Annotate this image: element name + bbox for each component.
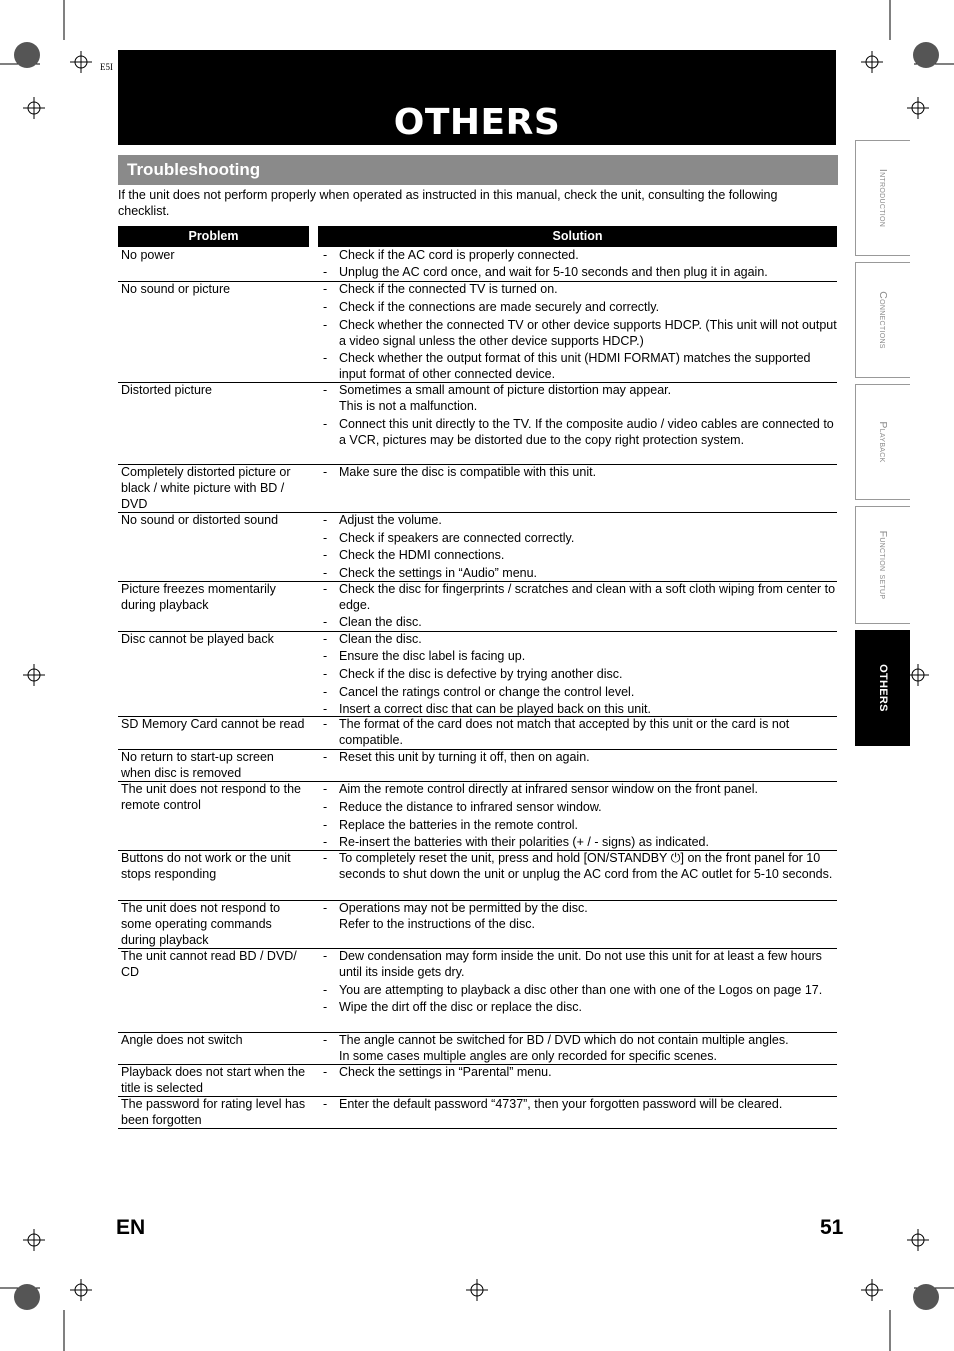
- problem-cell: Disc cannot be played back: [121, 632, 274, 646]
- problem-cell: No sound or picture: [121, 282, 231, 296]
- problem-cell: No return to start-up screen when disc is removed: [121, 750, 274, 780]
- solution-item: - Insert a correct disc that can be played back on this unit.: [323, 701, 837, 717]
- solution-item: - Dew condensation may form inside the unit. Do not use this unit for at least a few hours until its inside gets dry.: [323, 948, 837, 980]
- solution-item-continuation: Refer to the instructions of the disc.: [339, 917, 535, 931]
- tab-label: Playback: [877, 421, 889, 463]
- problem-cell: The unit does not respond to some operating commands during playback: [121, 901, 281, 947]
- tab-label: Connections: [877, 291, 889, 349]
- solution-item: - The angle cannot be switched for BD / DVD which do not contain multiple angles.: [323, 1032, 837, 1048]
- solution-item: - Check if the disc is defective by trying another disc.: [323, 666, 837, 682]
- solution-item: - Check if speakers are connected correctly.: [323, 530, 837, 546]
- tab-label: Introduction: [877, 168, 889, 228]
- problem-cell: Distorted picture: [121, 383, 213, 397]
- solution-item: - Clean the disc.: [323, 614, 837, 630]
- solution-item: - Check the disc for fingerprints / scratches and clean with a soft cloth wiping from center to edge.: [323, 581, 837, 613]
- problem-cell: Picture freezes momentarily during playback: [121, 582, 276, 612]
- solution-item-continuation: In some cases multiple angles are only recorded for specific scenes.: [339, 1049, 717, 1063]
- solution-item: - Re-insert the batteries with their polarities (+ / - signs) as indicated.: [323, 834, 837, 850]
- problem-cell: Angle does not switch: [121, 1033, 243, 1047]
- solution-item: - To completely reset the unit, press and hold [ON/STANDBY ⏻] on the front panel for 10 seconds to shut down the unit or unplug the AC cord from the AC outlet for 5-10 seconds.: [323, 850, 837, 882]
- language-label: EN: [116, 1216, 146, 1239]
- page-number: 51: [820, 1216, 844, 1239]
- solution-item: - Sometimes a small amount of picture distortion may appear.: [323, 382, 837, 398]
- problem-cell: Completely distorted picture or black / white picture with BD / DVD: [121, 465, 291, 511]
- solution-item: - Check the settings in “Parental” menu.: [323, 1064, 837, 1080]
- section-title: Troubleshooting: [127, 160, 261, 179]
- solution-item: - Check if the connections are made securely and correctly.: [323, 299, 837, 315]
- solution-item: - Enter the default password “4737”, then your forgotten password will be cleared.: [323, 1096, 837, 1112]
- solution-item: - Check whether the output format of this unit (HDMI FORMAT) matches the supported input format of other connected device.: [323, 350, 837, 382]
- solution-item: - You are attempting to playback a disc other than one with one of the Logos on page 17.: [323, 982, 837, 998]
- solution-item: - Ensure the disc label is facing up.: [323, 648, 837, 664]
- column-header-solution: Solution: [318, 226, 837, 247]
- solution-item-continuation: This is not a malfunction.: [339, 399, 478, 413]
- solution-item: - Check if the AC cord is properly connected.: [323, 247, 837, 263]
- solution-item: - Reduce the distance to infrared sensor window.: [323, 799, 837, 815]
- problem-cell: Buttons do not work or the unit stops responding: [121, 851, 291, 881]
- solution-item: - Check whether the connected TV or other device supports HDCP. (This unit will not output a video signal unless the other device supports HDCP.): [323, 317, 837, 349]
- solution-item: - Unplug the AC cord once, and wait for 5-10 seconds and then plug it in again.: [323, 264, 837, 280]
- print-code: E5I: [100, 62, 113, 72]
- solution-item: - Cancel the ratings control or change the control level.: [323, 684, 837, 700]
- solution-item: - Operations may not be permitted by the disc.: [323, 900, 837, 916]
- solution-item: - Aim the remote control directly at infrared sensor window on the front panel.: [323, 781, 837, 797]
- solution-item: - Check the HDMI connections.: [323, 547, 837, 563]
- solution-item: - Check if the connected TV is turned on.: [323, 281, 837, 297]
- solution-item: - Wipe the dirt off the disc or replace the disc.: [323, 999, 837, 1015]
- problem-cell: Playback does not start when the title is selected: [121, 1065, 306, 1095]
- problem-cell: SD Memory Card cannot be read: [121, 717, 305, 731]
- problem-cell: The unit does not respond to the remote control: [121, 782, 301, 812]
- intro-text: If the unit does not perform properly when operated as instructed in this manual, check the unit, consulting the following checklist.: [118, 188, 778, 218]
- problem-cell: The password for rating level has been forgotten: [121, 1097, 306, 1127]
- solution-item: - Check the settings in “Audio” menu.: [323, 565, 837, 581]
- problem-cell: The unit cannot read BD / DVD/ CD: [121, 949, 297, 979]
- solution-item: - Clean the disc.: [323, 631, 837, 647]
- solution-item: - Replace the batteries in the remote control.: [323, 817, 837, 833]
- solution-item: - Reset this unit by turning it off, then on again.: [323, 749, 837, 765]
- tab-label: OTHERS: [877, 664, 889, 712]
- solution-item: - Connect this unit directly to the TV. If the composite audio / video cables are connected to a VCR, pictures may be distorted due to the copy right protection system.: [323, 416, 837, 448]
- tab-label: Function setup: [877, 530, 889, 600]
- column-header-problem: Problem: [118, 226, 309, 247]
- solution-item: - The format of the card does not match that accepted by this unit or the card is not compatible.: [323, 716, 837, 748]
- problem-cell: No sound or distorted sound: [121, 513, 279, 527]
- solution-item: - Adjust the volume.: [323, 512, 837, 528]
- solution-item: - Make sure the disc is compatible with this unit.: [323, 464, 837, 480]
- problem-cell: No power: [121, 248, 175, 262]
- chapter-title: OTHERS: [393, 102, 561, 143]
